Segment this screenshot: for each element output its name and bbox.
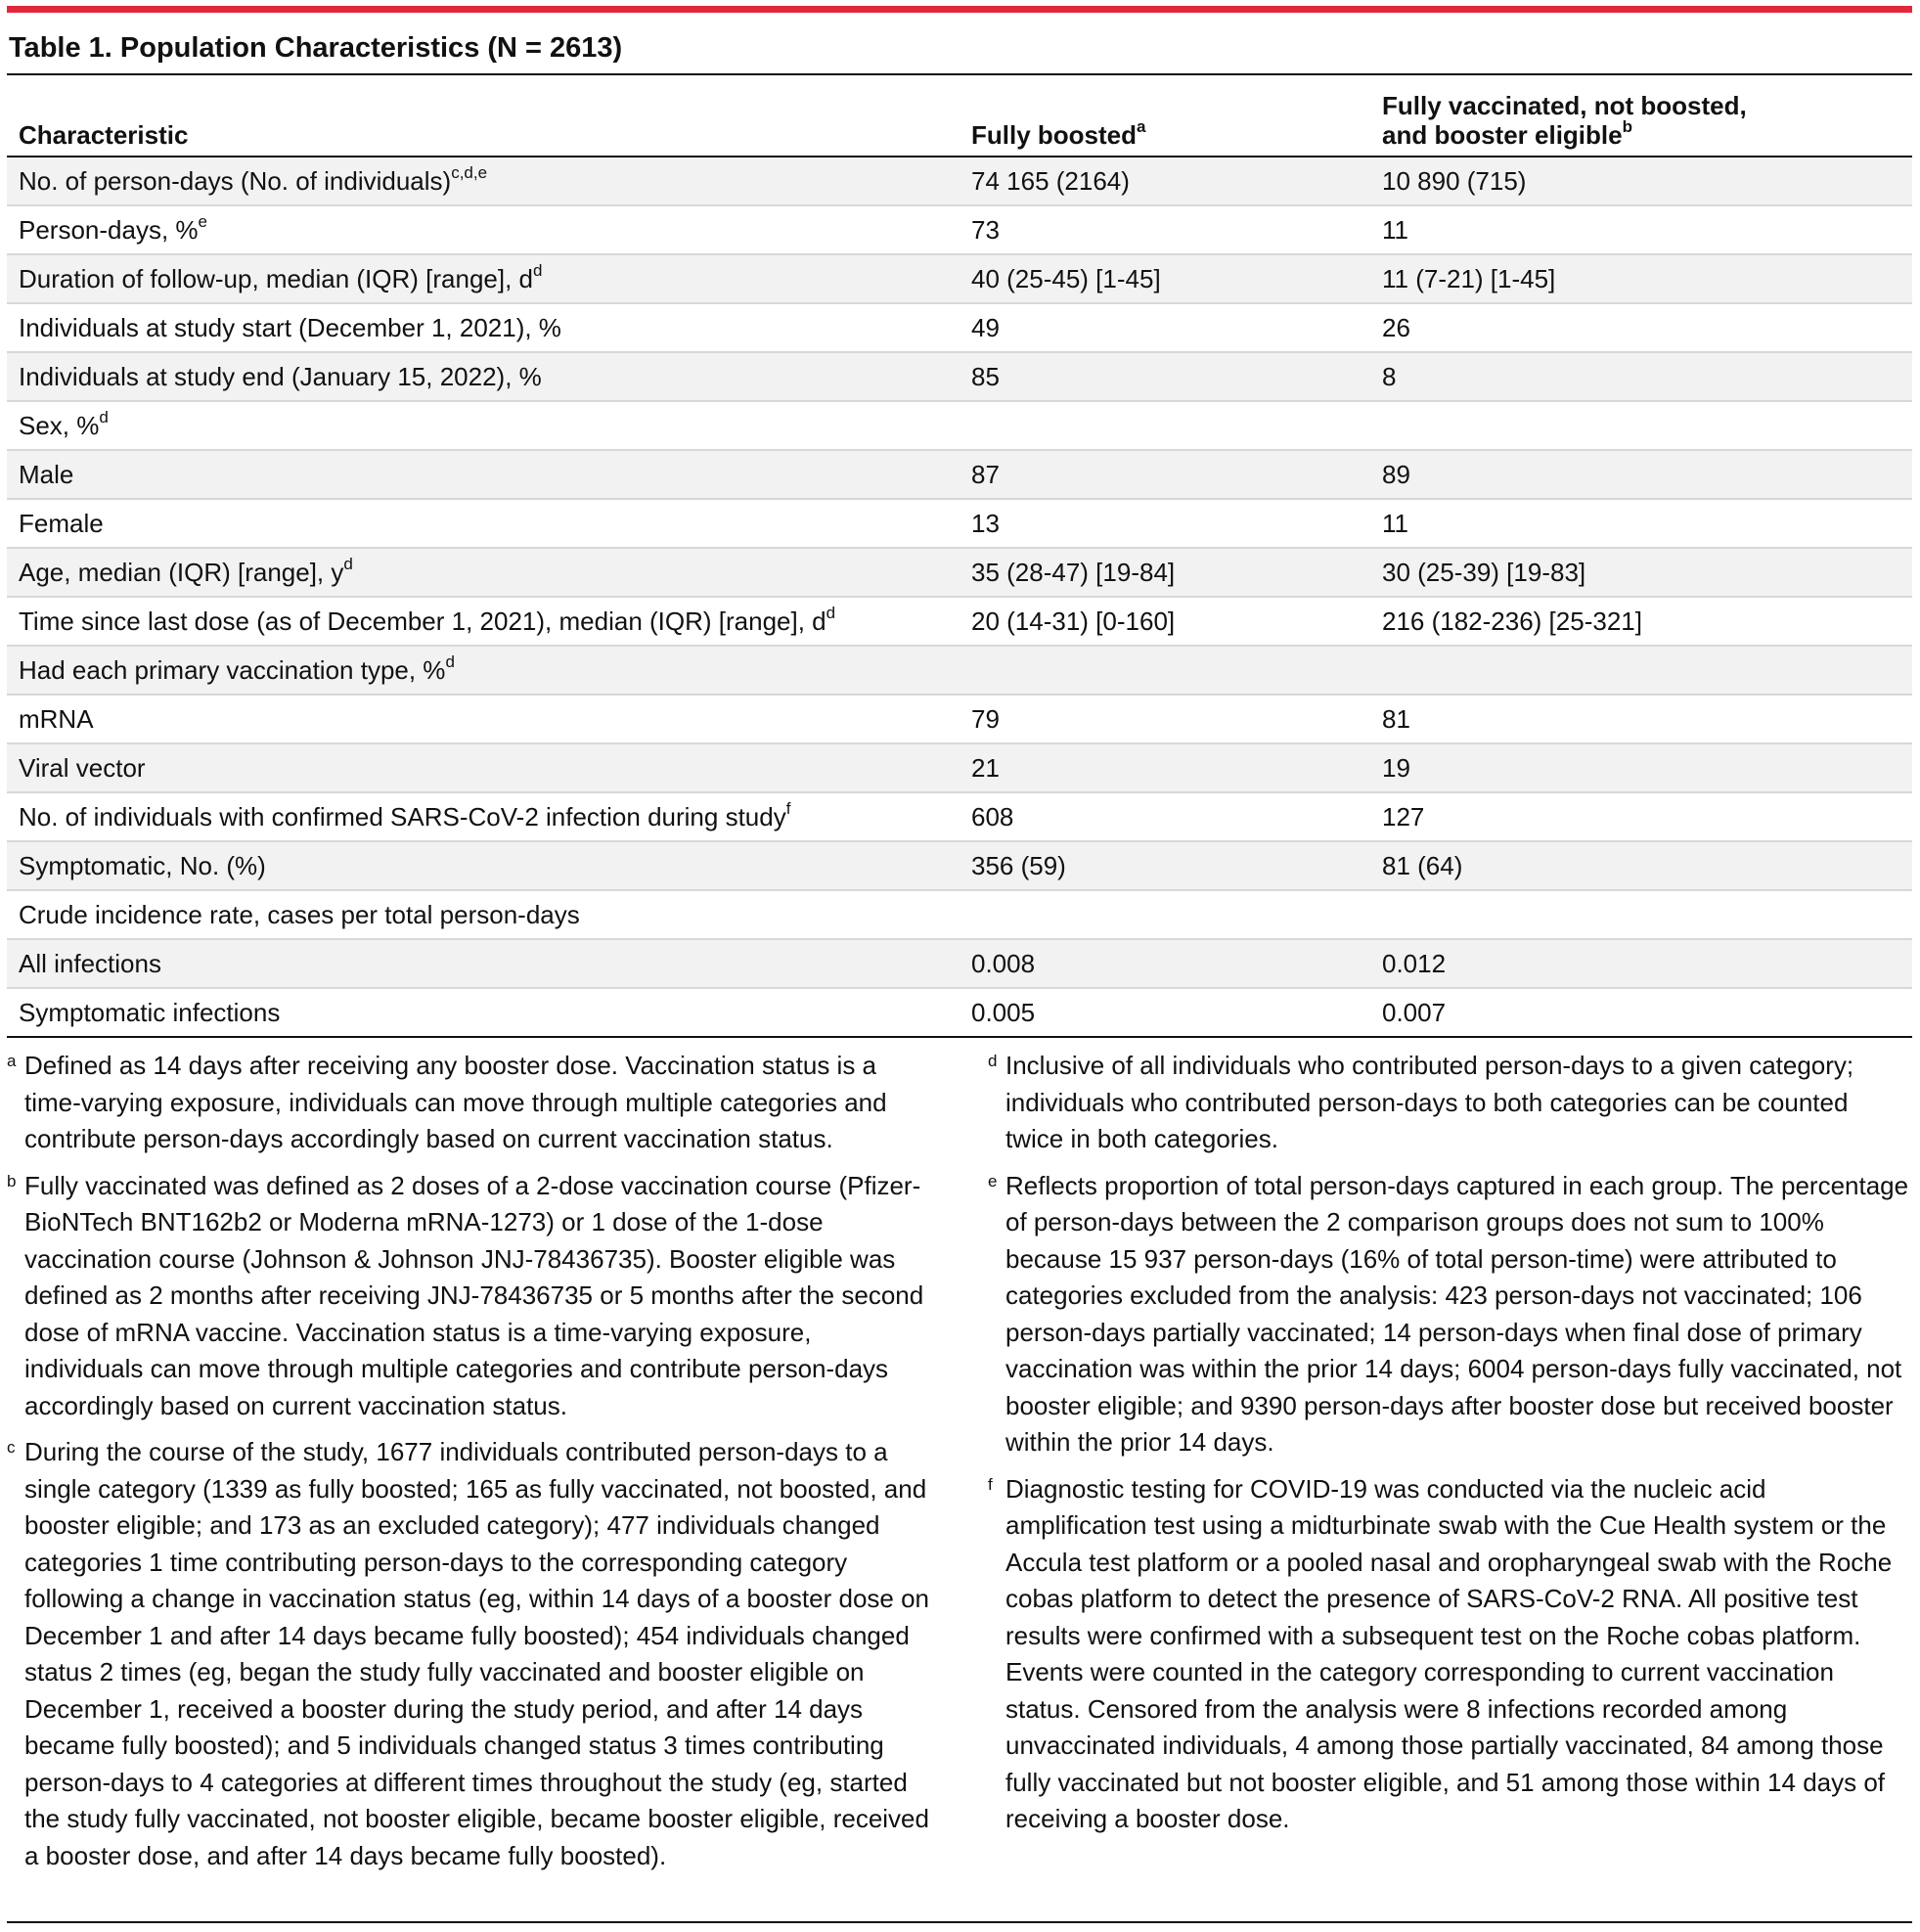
footnote-text: Inclusive of all individuals who contributed person-days to a given category; individuals who contributed person-days to both categories can be counted twice in both categories. bbox=[1005, 1051, 1854, 1153]
table-row bbox=[7, 792, 1912, 841]
footnotes-left bbox=[7, 1048, 931, 1884]
row-not-boosted: 216 (182-236) [25-321] bbox=[1370, 597, 1912, 646]
row-not-boosted bbox=[1370, 646, 1912, 695]
row-fully-boosted bbox=[960, 646, 1370, 695]
row-not-boosted: 0.007 bbox=[1370, 988, 1912, 1037]
table-row bbox=[7, 499, 1912, 548]
row-characteristic: Male bbox=[7, 450, 960, 499]
row-fully-boosted bbox=[960, 890, 1370, 939]
row-not-boosted bbox=[1370, 890, 1912, 939]
row-not-boosted: 81 (64) bbox=[1370, 841, 1912, 890]
table-row bbox=[7, 157, 1912, 205]
table-row bbox=[7, 695, 1912, 743]
footnote bbox=[988, 1471, 1912, 1838]
row-characteristic: Symptomatic, No. (%) bbox=[7, 841, 960, 890]
row-fully-boosted: 40 (25-45) [1-45] bbox=[960, 254, 1370, 303]
row-not-boosted: 89 bbox=[1370, 450, 1912, 499]
row-fully-boosted: 0.008 bbox=[960, 939, 1370, 988]
table-row bbox=[7, 939, 1912, 988]
row-characteristic: Female bbox=[7, 499, 960, 548]
row-fully-boosted: 85 bbox=[960, 352, 1370, 401]
row-characteristic: Crude incidence rate, cases per total person-days bbox=[7, 890, 960, 939]
row-characteristic: No. of person-days (No. of individuals)$^{c,d,e}$ bbox=[7, 157, 960, 205]
row-fully-boosted: 20 (14-31) [0-160] bbox=[960, 597, 1370, 646]
footnote bbox=[7, 1434, 931, 1874]
header-row bbox=[7, 75, 1912, 157]
row-fully-boosted: 79 bbox=[960, 695, 1370, 743]
row-characteristic: mRNA bbox=[7, 695, 960, 743]
row-characteristic: Individuals at study start (December 1, 2021), % bbox=[7, 303, 960, 352]
row-not-boosted: 10 890 (715) bbox=[1370, 157, 1912, 205]
row-characteristic: Individuals at study end (January 15, 2022), % bbox=[7, 352, 960, 401]
top-accent-rule bbox=[7, 6, 1912, 13]
row-fully-boosted: 0.005 bbox=[960, 988, 1370, 1037]
footnotes-right bbox=[988, 1048, 1912, 1884]
table-row bbox=[7, 303, 1912, 352]
row-not-boosted: 127 bbox=[1370, 792, 1912, 841]
row-fully-boosted bbox=[960, 401, 1370, 450]
footnote-mark: c bbox=[7, 1438, 16, 1457]
row-characteristic: Sex, %$^d$ bbox=[7, 401, 960, 450]
row-characteristic: Symptomatic infections bbox=[7, 988, 960, 1037]
row-not-boosted: 81 bbox=[1370, 695, 1912, 743]
footnote-text: Reflects proportion of total person-days captured in each group. The percentage of person-days between the 2 comparison groups does not sum to 100% because 15 937 person-days (16% of total person-time) were attributed to categories excluded from the analysis: 423 person-days not vaccinated; 106 person-days partially vaccinated; 14 person-days when final dose of primary vaccination was within the prior 14 days; 6004 person-days fully vaccinated, not booster eligible; and 9390 person-days after booster dose but received booster within the prior 14 days. bbox=[1005, 1170, 1909, 1457]
table-row bbox=[7, 743, 1912, 792]
footnote bbox=[7, 1168, 931, 1425]
footnote bbox=[988, 1048, 1912, 1158]
table-row bbox=[7, 254, 1912, 303]
header-not-boosted: Fully vaccinated, not boosted, and booster eligible$^b$ bbox=[1370, 75, 1912, 157]
row-fully-boosted: 87 bbox=[960, 450, 1370, 499]
table-row bbox=[7, 450, 1912, 499]
footnote-text: Diagnostic testing for COVID-19 was conducted via the nucleic acid amplification test using a midturbinate swab with the Cue Health system or the Accula test platform or a pooled nasal and oropharyngeal swab with the Roche cobas platform to detect the presence of SARS-CoV-2 RNA. All positive test results were confirmed with a subsequent test on the Roche cobas platform. Events were counted in the category corresponding to current vaccination status. Censored from the analysis were 8 infections recorded among unvaccinated individuals, 4 among those partially vaccinated, 84 among those fully vaccinated but not booster eligible, and 51 among those within 14 days of receiving a booster dose. bbox=[1005, 1473, 1893, 1833]
row-characteristic: Time since last dose (as of December 1, 2021), median (IQR) [range], $d^d$ bbox=[7, 597, 960, 646]
table-row bbox=[7, 548, 1912, 597]
table-row bbox=[7, 646, 1912, 695]
row-characteristic: Age, median (IQR) [range], $y^d$ bbox=[7, 548, 960, 597]
table-row bbox=[7, 841, 1912, 890]
row-fully-boosted: 13 bbox=[960, 499, 1370, 548]
header-characteristic: Characteristic bbox=[7, 75, 960, 157]
row-not-boosted: 11 (7-21) [1-45] bbox=[1370, 254, 1912, 303]
row-fully-boosted: 608 bbox=[960, 792, 1370, 841]
row-characteristic: No. of individuals with confirmed SARS-CoV-2 infection during study$^f$ bbox=[7, 792, 960, 841]
footnote-mark: a bbox=[7, 1052, 17, 1070]
row-characteristic: Duration of follow-up, median (IQR) [range], $d^d$ bbox=[7, 254, 960, 303]
footnote-mark: b bbox=[7, 1171, 17, 1191]
table-row bbox=[7, 352, 1912, 401]
table-page bbox=[7, 0, 1912, 1884]
row-fully-boosted: 356 (59) bbox=[960, 841, 1370, 890]
row-not-boosted: 0.012 bbox=[1370, 939, 1912, 988]
table-row bbox=[7, 597, 1912, 646]
footnote-text: During the course of the study, 1677 individuals contributed person-days to a single category (1339 as fully boosted; 165 as fully vaccinated, not boosted, and booster eligible; and 173 as an excluded category); 477 individuals changed categories 1 time contributing person-days to the corresponding category following a change in vaccination status (eg, within 14 days of a booster dose on December 1 and after 14 days became fully boosted); 454 individuals changed status 2 times (eg, began the study fully vaccinated and booster eligible on December 1, received a booster during the study period, and after 14 days became fully boosted); and 5 individuals changed status 3 times contributing person-days to 4 categories at different times throughout the study (eg, started the study fully vaccinated, not booster eligible, became booster eligible, received a booster dose, and after 14 days became fully boosted). bbox=[24, 1437, 930, 1870]
header-fully-boosted: Fully boosted$^a$ bbox=[960, 75, 1370, 157]
bottom-rule bbox=[7, 1921, 1912, 1923]
footnotes bbox=[7, 1048, 1912, 1884]
population-table bbox=[7, 75, 1912, 1038]
row-fully-boosted: 73 bbox=[960, 205, 1370, 254]
row-fully-boosted: 21 bbox=[960, 743, 1370, 792]
row-not-boosted: 26 bbox=[1370, 303, 1912, 352]
footnote-mark: e bbox=[988, 1171, 998, 1191]
row-characteristic: Person-days, %$^e$ bbox=[7, 205, 960, 254]
row-not-boosted: 30 (25-39) [19-83] bbox=[1370, 548, 1912, 597]
row-not-boosted: 19 bbox=[1370, 743, 1912, 792]
row-characteristic: Viral vector bbox=[7, 743, 960, 792]
row-characteristic: All infections bbox=[7, 939, 960, 988]
table-row bbox=[7, 890, 1912, 939]
row-not-boosted: 8 bbox=[1370, 352, 1912, 401]
footnote-mark: d bbox=[988, 1052, 998, 1070]
footnote-mark: f bbox=[988, 1474, 993, 1494]
row-fully-boosted: 35 (28-47) [19-84] bbox=[960, 548, 1370, 597]
footnote-text: Fully vaccinated was defined as 2 doses of a 2-dose vaccination course (Pfizer-BioNTech BNT162b2 or Moderna mRNA-1273) or 1 dose of the 1-dose vaccination course (Johnson & Johnson JNJ-78436735). Booster eligible was defined as 2 months after receiving JNJ-78436735 or 5 months after the second dose of mRNA vaccine. Vaccination status is a time-varying exposure, individuals can move through multiple categories and contribute person-days accordingly based on current vaccination status. bbox=[24, 1170, 924, 1420]
row-fully-boosted: 49 bbox=[960, 303, 1370, 352]
row-not-boosted bbox=[1370, 401, 1912, 450]
row-not-boosted: 11 bbox=[1370, 499, 1912, 548]
table-row bbox=[7, 988, 1912, 1037]
footnote bbox=[988, 1168, 1912, 1461]
table-row bbox=[7, 401, 1912, 450]
footnote-text: Defined as 14 days after receiving any booster dose. Vaccination status is a time-varying exposure, individuals can move through multiple categories and contribute person-days accordingly based on current vaccination status. bbox=[24, 1051, 887, 1153]
footnote bbox=[7, 1048, 931, 1158]
table-row bbox=[7, 205, 1912, 254]
row-not-boosted: 11 bbox=[1370, 205, 1912, 254]
row-characteristic: Had each primary vaccination type, %$^d$ bbox=[7, 646, 960, 695]
table-title: Table 1. Population Characteristics (N = 2613) bbox=[9, 32, 623, 64]
row-fully-boosted: 74 165 (2164) bbox=[960, 157, 1370, 205]
